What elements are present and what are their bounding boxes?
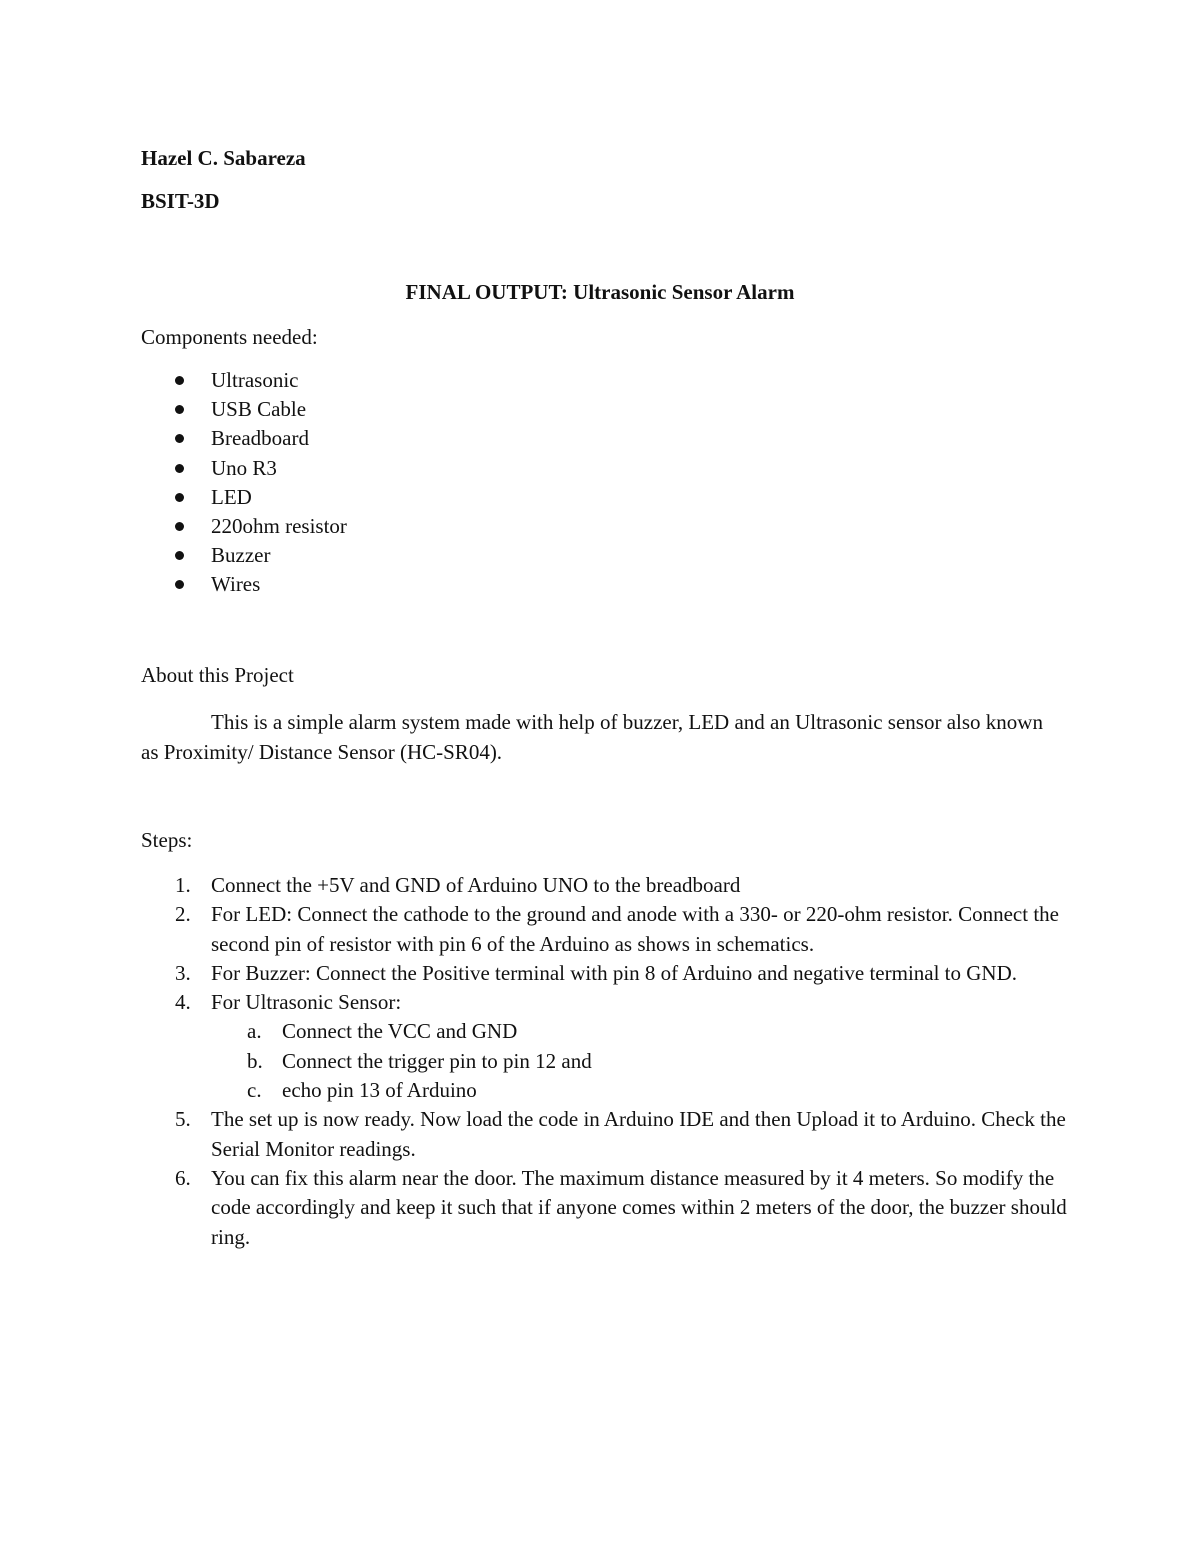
bullet-icon: [175, 376, 184, 385]
step-number: 3.: [175, 960, 191, 985]
step-number: 1.: [175, 873, 191, 897]
steps-heading: Steps:: [141, 828, 193, 852]
step-item: [141, 959, 1071, 988]
step-number: 5.: [175, 1107, 191, 1132]
class-section: BSIT-3D: [141, 189, 220, 213]
step-number: 6.: [175, 1165, 191, 1190]
sub-step-letter: a.: [247, 1019, 262, 1044]
step-item: [141, 1164, 1071, 1252]
step-text: The set up is now ready. Now load the code in Arduino IDE and then Upload it to Arduino. Check the Serial Monitor readings.: [211, 1107, 1066, 1161]
step-item: [141, 900, 1071, 959]
step-text: For LED: Connect the cathode to the ground and anode with a 330- or 220-ohm resistor. Connect the second pin of resistor with pin 6 of the Arduino as shows in schematics.: [211, 902, 1059, 956]
step-text: For Buzzer: Connect the Positive terminal with pin 8 of Arduino and negative terminal to GND.: [211, 960, 1018, 985]
step-number: 2.: [175, 902, 191, 927]
sub-step-letter: b.: [247, 1048, 263, 1073]
sub-step-item: [211, 1017, 1071, 1046]
step-number: 4.: [175, 990, 191, 1015]
step-text: You can fix this alarm near the door. The maximum distance measured by it 4 meters. So modify the code accordingly and keep it such that if anyone comes within 2 meters of the door, the buzzer should ring.: [211, 1165, 1067, 1249]
sub-step-text: echo pin 13 of Arduino: [282, 1078, 477, 1103]
bullet-icon: [175, 580, 184, 589]
bullet-icon: [175, 405, 184, 414]
sub-steps-list: [211, 1017, 1071, 1105]
component-label: Breadboard: [211, 426, 309, 451]
bullet-icon: [175, 434, 184, 443]
bullet-icon: [175, 551, 184, 560]
component-label: Buzzer: [211, 543, 271, 568]
step-text: Connect the +5V and GND of Arduino UNO to the breadboard: [211, 873, 741, 897]
component-label: Uno R3: [211, 455, 277, 480]
step-item: [141, 988, 1071, 1105]
component-label: LED: [211, 484, 252, 509]
sub-step-letter: c.: [247, 1078, 262, 1103]
about-paragraph: This is a simple alarm system made with help of buzzer, LED and an Ultrasonic sensor also known as Proximity/ Distance Sensor (HC-SR04).: [141, 710, 1043, 764]
component-label: Wires: [211, 572, 261, 597]
component-label: 220ohm resistor: [211, 513, 347, 538]
step-item: [141, 1105, 1071, 1164]
document-title: FINAL OUTPUT: Ultrasonic Sensor Alarm: [405, 280, 795, 304]
sub-step-text: Connect the trigger pin to pin 12 and: [282, 1048, 592, 1073]
sub-step-item: [211, 1076, 1071, 1105]
step-text: For Ultrasonic Sensor:: [211, 990, 402, 1015]
sub-step-item: [211, 1047, 1071, 1076]
bullet-icon: [175, 493, 184, 502]
bullet-icon: [175, 464, 184, 473]
steps-list: [141, 871, 1071, 1252]
component-label: Ultrasonic: [211, 368, 299, 392]
author-name: Hazel C. Sabareza: [141, 146, 306, 170]
step-item: [141, 871, 1071, 900]
components-heading: Components needed:: [141, 325, 318, 349]
component-label: USB Cable: [211, 397, 307, 422]
sub-step-text: Connect the VCC and GND: [282, 1019, 518, 1044]
bullet-icon: [175, 522, 184, 531]
about-heading: About this Project: [141, 663, 294, 687]
